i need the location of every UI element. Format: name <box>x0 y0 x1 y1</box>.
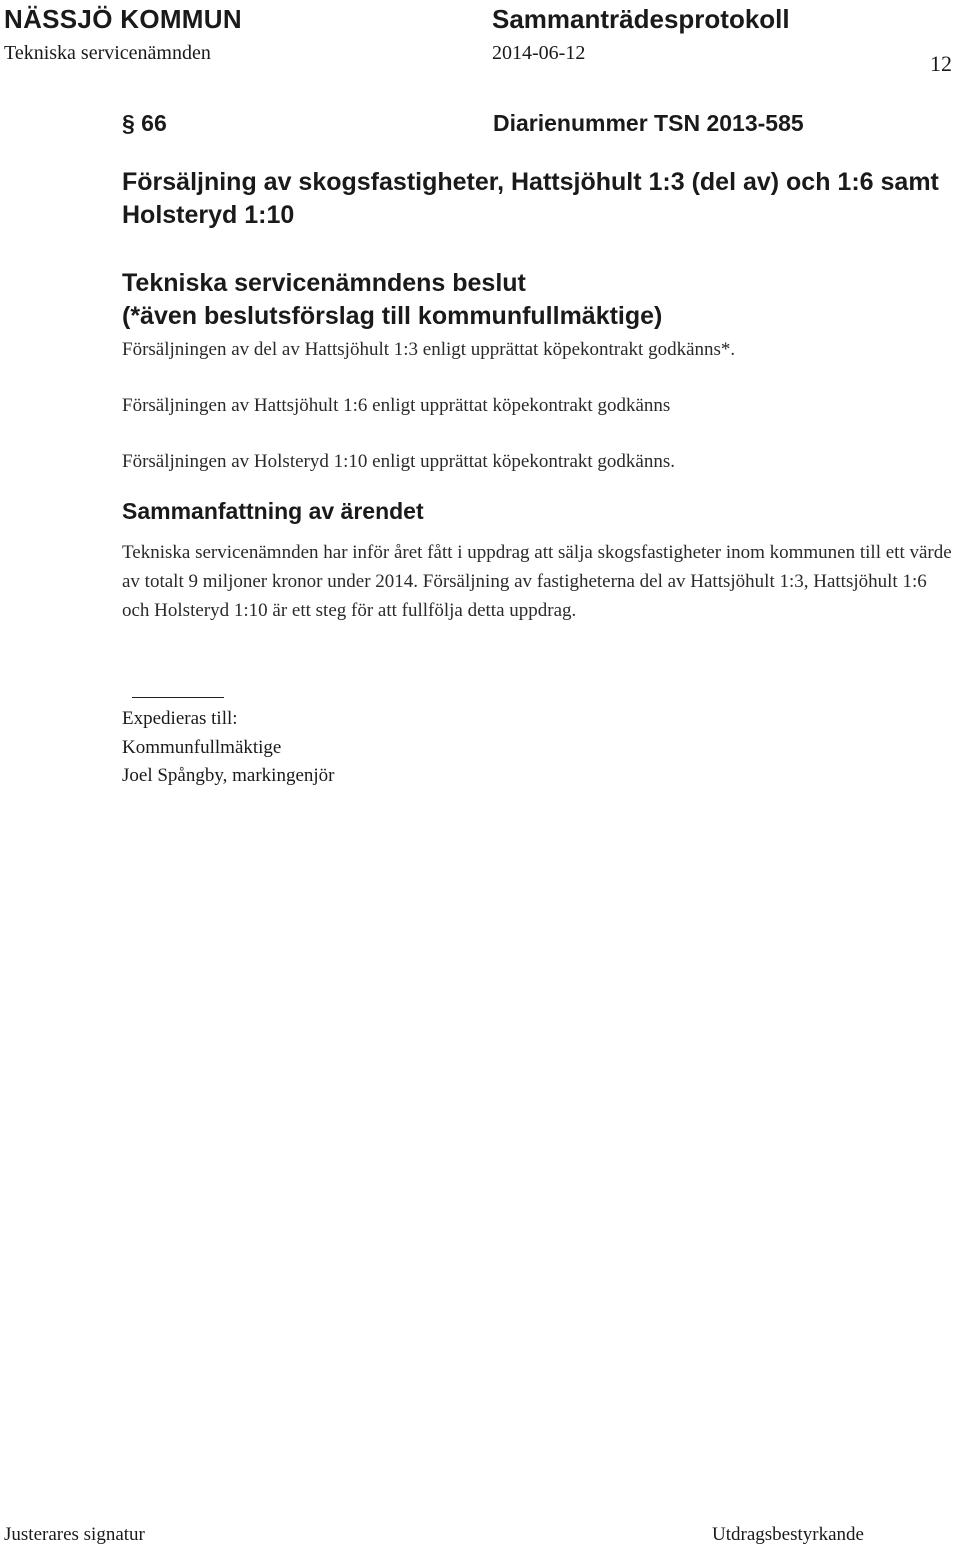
dispatch-divider <box>132 697 224 698</box>
document-type: Sammanträdesprotokoll <box>492 4 790 34</box>
summary-heading: Sammanfattning av ärendet <box>122 498 424 524</box>
decision-heading <box>122 267 942 333</box>
dispatch-label: Expedieras till: <box>122 708 238 729</box>
dispatch-recipient: Joel Spångby, markingenjör <box>122 765 335 786</box>
dispatch-recipient: Kommunfullmäktige <box>122 737 282 758</box>
paragraph-number: § 66 <box>122 110 167 136</box>
organization-name: NÄSSJÖ KOMMUN <box>4 4 242 34</box>
footer-certification-label: Utdragsbestyrkande <box>712 1524 864 1545</box>
meeting-date: 2014-06-12 <box>492 42 586 64</box>
footer-signature-label: Justerares signatur <box>4 1524 145 1545</box>
decision-item: Försäljningen av del av Hattsjöhult 1:3 enligt upprättat köpekontrakt godkänns*. <box>122 339 736 360</box>
board-name: Tekniska servicenämnden <box>4 42 211 64</box>
page-number: 12 <box>930 51 952 76</box>
case-number: Diarienummer TSN 2013-585 <box>493 110 804 136</box>
decision-heading-line2: (*även beslutsförslag till kommunfullmäktige) <box>122 302 663 330</box>
summary-text: Tekniska servicenämnden har inför året fått i uppdrag att sälja skogsfastigheter inom kommunen till ett värde av totalt 9 miljoner kronor under 2014. Försäljning av fastigheterna del av Hattsjöhult 1:3, Hattsjöhult 1:6 och Holsteryd 1:10 är ett steg för att fullfölja detta uppdrag. <box>122 542 952 621</box>
case-title: Försäljning av skogsfastigheter, Hattsjöhult 1:3 (del av) och 1:6 samt Holsteryd 1:10 <box>122 168 939 229</box>
decision-item: Försäljningen av Hattsjöhult 1:6 enligt upprättat köpekontrakt godkänns <box>122 395 671 416</box>
decision-heading-line1: Tekniska servicenämndens beslut <box>122 269 526 297</box>
decision-item: Försäljningen av Holsteryd 1:10 enligt upprättat köpekontrakt godkänns. <box>122 451 676 472</box>
